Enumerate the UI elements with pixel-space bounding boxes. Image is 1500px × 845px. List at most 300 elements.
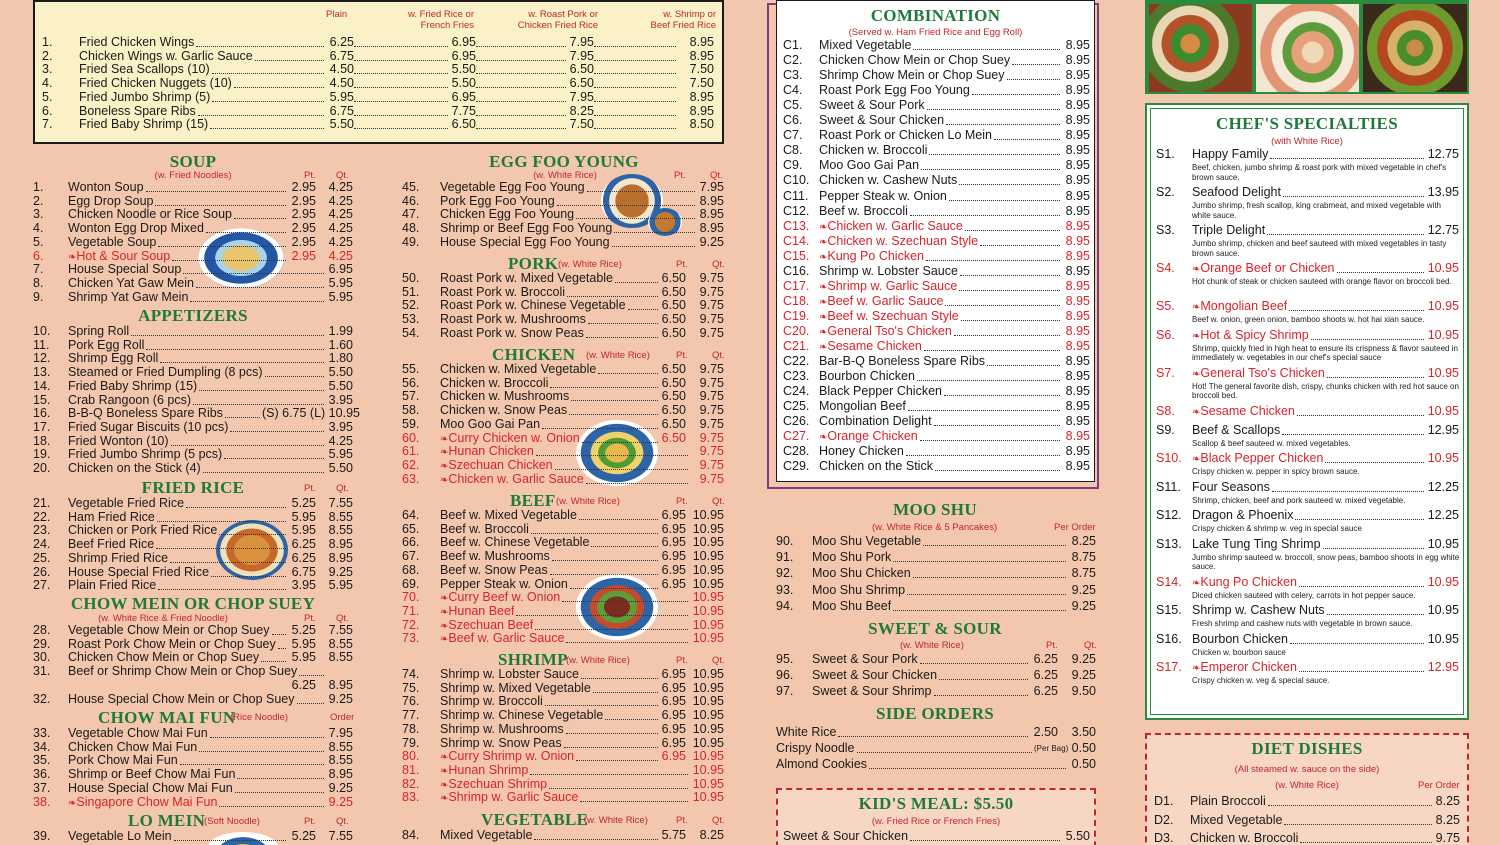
- item-price: 4.50: [329, 62, 354, 77]
- menu-item-row: [783, 830, 1090, 844]
- item-name-text: Honey Chicken: [819, 445, 904, 459]
- item-name-text: Pepper Steak w. Onion: [819, 189, 947, 203]
- item-name: [819, 159, 919, 173]
- menu-item-row: [783, 445, 1090, 459]
- item-price: 8.25: [699, 828, 724, 842]
- item-name: [79, 77, 232, 91]
- item-name-text: Moo Goo Gai Pan: [819, 159, 920, 173]
- item-name-text: Chicken w. Snow Peas: [440, 404, 568, 418]
- dot-leader: [219, 526, 286, 535]
- hot-pepper-icon: ❧: [819, 311, 828, 323]
- menu-item-row: [33, 435, 352, 449]
- item-price: 7.55: [328, 496, 353, 510]
- item-price: 9.75: [699, 457, 724, 472]
- item-name-text: Dragon & Phoenix: [1192, 509, 1294, 522]
- item-number: 90.: [776, 534, 794, 548]
- column-header: Qt.: [336, 613, 349, 624]
- item-price: 8.95: [699, 221, 724, 236]
- item-name-text: Fried Sea Scallops (10): [79, 63, 210, 77]
- dot-leader: [531, 525, 658, 534]
- item-price: 8.95: [1065, 323, 1090, 338]
- item-name: [68, 511, 155, 525]
- item-number: 54.: [402, 325, 420, 340]
- item-price: 5.95: [328, 447, 353, 462]
- item-price: 6.50: [661, 375, 686, 390]
- item-number: S13.: [1156, 536, 1182, 551]
- item-price: 8.55: [328, 650, 353, 665]
- item-price: 10.95: [692, 549, 724, 564]
- section-subtitle: (w. White Rice): [556, 496, 620, 507]
- dot-leader: [580, 793, 688, 802]
- section-subtitle: (w. White Rice): [1275, 780, 1339, 791]
- item-price: 8.95: [689, 48, 714, 63]
- item-name: [440, 682, 591, 696]
- item-price: 9.25: [1071, 598, 1096, 613]
- item-name: [819, 280, 957, 295]
- item-price: 7.95: [569, 89, 594, 104]
- item-name-text: Pork Chow Mai Fun: [68, 754, 178, 768]
- item-price: 8.95: [699, 193, 724, 208]
- item-price: 8.95: [1065, 53, 1090, 68]
- item-name-text: General Tso's Chicken: [1200, 366, 1325, 380]
- item-name: [819, 129, 992, 143]
- item-price: 4.25: [328, 221, 353, 236]
- menu-item-row: [783, 235, 1090, 249]
- item-name-text: Orange Beef or Chicken: [1200, 262, 1335, 275]
- column-header: Qt.: [1084, 640, 1097, 651]
- item-name-text: Plain Broccoli: [1190, 795, 1266, 808]
- item-number: C1.: [783, 38, 803, 52]
- menu-item-row: [1154, 832, 1460, 845]
- dot-leader: [913, 41, 1060, 50]
- item-name: [1192, 424, 1280, 438]
- item-description: Crispy chicken w. pepper in spicy brown sauce.: [1192, 467, 1360, 476]
- item-name-text: Roast Pork w. Mushrooms: [440, 313, 586, 327]
- section-title: SHRIMP: [498, 650, 568, 669]
- item-number: 22.: [33, 509, 51, 524]
- item-price: 12.95: [1427, 660, 1459, 674]
- item-name-text: Mongolian Beef: [1200, 300, 1288, 313]
- item-name: [440, 509, 577, 523]
- item-name-text: Hot & Spicy Shrimp: [1200, 328, 1309, 342]
- item-name: [68, 435, 169, 449]
- hot-pepper-icon: ❧: [819, 432, 828, 444]
- dot-leader: [594, 52, 676, 61]
- item-name: [812, 669, 937, 683]
- item-name-text: House Special Fried Rice: [68, 565, 210, 579]
- hot-pepper-icon: ❧: [440, 606, 449, 618]
- dot-leader: [582, 434, 658, 443]
- item-price: 6.95: [661, 549, 686, 564]
- item-name-text: Chicken w. Szechuan Style: [827, 234, 979, 248]
- item-name-text: Chicken or Pork Fried Rice: [68, 524, 218, 538]
- item-price: 6.50: [661, 416, 686, 431]
- dot-leader: [893, 602, 1066, 611]
- item-number: D2.: [1154, 812, 1174, 827]
- item-name: [68, 325, 129, 339]
- item-number: 74.: [402, 667, 420, 681]
- dot-leader: [594, 120, 676, 129]
- item-name: [1192, 186, 1281, 200]
- dot-leader: [598, 365, 658, 374]
- item-price: 12.75: [1427, 147, 1459, 161]
- item-name-text: Moo Shu Chicken: [812, 567, 911, 581]
- item-number: C6.: [783, 113, 803, 128]
- item-number: S7.: [1156, 365, 1175, 380]
- section-subtitle: (w. White Rice): [533, 170, 597, 181]
- item-description: Shrimp, quickly fried in high heat to ensure its crispness & flavor sauteed in immediately w. vegetables in our chef's special sauce: [1192, 343, 1458, 362]
- item-price: 7.95: [569, 48, 594, 63]
- column-header: Order: [330, 712, 355, 723]
- dish-photo: [1256, 4, 1359, 92]
- menu-item-row: [402, 222, 724, 236]
- item-name-text: Shrimp or Beef Egg Foo Young: [440, 222, 613, 236]
- column-header: Qt.: [710, 170, 723, 181]
- item-price: 10.95: [692, 521, 724, 536]
- menu-item-row: [402, 208, 724, 222]
- section-title: PORK: [508, 254, 559, 273]
- item-number: 3.: [42, 62, 53, 77]
- section-title: CHOW MEIN OR CHOP SUEY: [70, 594, 316, 613]
- item-description: Jumbo shrimp, chicken and beef sauteed with mixed vegetables in tasty brown sauce.: [1192, 239, 1447, 258]
- item-number: 13.: [33, 365, 51, 380]
- dot-leader: [155, 197, 286, 206]
- item-name: [819, 99, 925, 113]
- dot-leader: [949, 192, 1060, 201]
- item-price: 9.25: [328, 780, 353, 795]
- item-price: 5.95: [328, 578, 353, 593]
- item-number: 3.: [33, 207, 44, 222]
- item-price: 6.25: [1033, 684, 1058, 699]
- item-name-text: Chicken w. Mushrooms: [440, 390, 570, 404]
- item-name-text: Beef w. Broccoli: [819, 204, 908, 218]
- item-name: [819, 265, 958, 279]
- menu-item-row: [1156, 186, 1460, 200]
- item-name-text: Vegetable Soup: [68, 235, 157, 249]
- item-name-text: Hot & Sour Soup: [76, 249, 171, 263]
- menu-item-row: [33, 325, 352, 339]
- item-price: 1.99: [328, 324, 353, 338]
- item-name: [68, 263, 181, 277]
- item-number: 94.: [776, 598, 794, 613]
- item-price: 10.95: [692, 776, 724, 791]
- item-price: 10.95: [1427, 603, 1459, 617]
- item-number: 73.: [402, 631, 420, 646]
- hot-pepper-icon: ❧: [819, 326, 828, 338]
- item-name: [440, 829, 532, 843]
- item-price: 9.25: [1071, 582, 1096, 597]
- menu-item-row: [1156, 481, 1460, 495]
- item-name: [1192, 405, 1295, 420]
- item-number: S3.: [1156, 223, 1175, 237]
- item-number: 7.: [42, 117, 53, 132]
- item-number: 36.: [33, 767, 51, 782]
- menu-item-row: [402, 236, 724, 250]
- item-number: 30.: [33, 650, 51, 665]
- item-number: S10.: [1156, 451, 1182, 465]
- menu-item-row: [776, 758, 1096, 772]
- item-number: 19.: [33, 447, 51, 462]
- section-subtitle: (w. White Rice): [584, 815, 648, 826]
- item-name-text: Chicken on the Stick (4): [68, 462, 201, 475]
- item-name-text: Beef w. Szechuan Style: [827, 309, 959, 323]
- item-name: [68, 768, 235, 782]
- menu-item-row: [1156, 405, 1460, 419]
- dot-leader: [299, 667, 324, 676]
- item-name: [68, 222, 204, 236]
- item-name: [819, 385, 942, 399]
- section-subtitle: (All steamed w. sauce on the side): [1234, 764, 1380, 775]
- item-number: 25.: [33, 550, 51, 565]
- item-number: 57.: [402, 389, 420, 404]
- item-price: 3.95: [328, 392, 353, 407]
- item-description: Diced chicken sauteed with celery, carrots in hot pepper sauce.: [1192, 590, 1416, 600]
- dot-leader: [476, 93, 566, 102]
- menu-item-row: [1156, 576, 1460, 590]
- item-number: 5.: [42, 89, 53, 104]
- column-header: Per Order: [1418, 780, 1460, 791]
- item-price: 10.95: [692, 631, 724, 646]
- menu-item-row: [783, 295, 1090, 309]
- item-description: Crispy chicken w. veg & special sauce.: [1192, 676, 1330, 685]
- item-number: C14.: [783, 233, 810, 248]
- hot-pepper-icon: ❧: [440, 474, 449, 486]
- item-name-text: Chicken on the Stick: [819, 460, 933, 474]
- item-price: 8.95: [1065, 158, 1090, 173]
- dot-leader: [954, 327, 1060, 336]
- item-number: C4.: [783, 83, 803, 98]
- item-number: C11.: [783, 188, 809, 203]
- item-number: 4.: [42, 76, 53, 91]
- section-subtitle: (w. Fried Noodles): [154, 170, 232, 181]
- dot-leader: [594, 65, 676, 74]
- item-name: [819, 460, 933, 474]
- column-header: Pt.: [304, 170, 316, 181]
- item-price: 10.95: [692, 576, 724, 591]
- item-name: [68, 236, 156, 250]
- dot-leader: [297, 695, 324, 704]
- menu-item-row: [33, 727, 352, 741]
- item-price: 6.95: [661, 735, 686, 750]
- item-price: 8.95: [328, 677, 353, 692]
- item-price: (S) 6.75 (L) 10.95: [262, 406, 360, 421]
- item-price: 5.50: [329, 117, 354, 132]
- dot-leader: [1289, 302, 1424, 311]
- dot-leader: [536, 447, 688, 456]
- hot-pepper-icon: ❧: [1192, 406, 1201, 418]
- item-number: 15.: [33, 392, 51, 407]
- item-price: 10.95: [1427, 327, 1459, 342]
- item-name-text: Beef or Shrimp Chow Mein or Chop Suey: [68, 665, 298, 679]
- item-name: [1192, 329, 1309, 344]
- item-name: [68, 421, 228, 435]
- menu-item-row: [783, 190, 1090, 204]
- hot-pepper-icon: ❧: [440, 779, 449, 791]
- dot-leader: [1325, 454, 1424, 463]
- item-price: 4.25: [328, 433, 353, 448]
- item-name-text: Hunan Shrimp: [448, 763, 529, 777]
- item-name-text: Sweet & Sour Chicken: [819, 114, 945, 128]
- section-subtitle: (Soft Noodle): [204, 816, 260, 827]
- item-name: [440, 299, 626, 313]
- item-name-text: Fried Jumbo Shrimp (5): [79, 90, 211, 104]
- item-name-text: Fried Chicken Nuggets (10): [79, 77, 232, 91]
- dot-leader: [171, 437, 324, 446]
- item-description: Chicken w. bourbon sauce: [1192, 647, 1286, 657]
- item-number: C18.: [783, 293, 810, 308]
- dot-leader: [354, 38, 448, 47]
- menu-item-row: [1156, 424, 1460, 438]
- item-description: Hot! The general favorite dish, crispy, chunks chicken with red hot sauce on broccoli bed.: [1192, 381, 1459, 400]
- item-number: 68.: [402, 562, 420, 577]
- dot-leader: [158, 581, 286, 590]
- item-number: 62.: [402, 457, 420, 472]
- item-name-text: Orange Chicken: [827, 430, 918, 444]
- item-name-text: Sesame Chicken: [1200, 404, 1295, 418]
- column-header: Pt.: [676, 350, 688, 361]
- dot-leader: [476, 52, 566, 61]
- item-name-text: Beef w. Broccoli: [440, 522, 529, 536]
- item-name-text: Moo Shu Beef: [812, 599, 892, 613]
- item-number: 95.: [776, 652, 794, 666]
- dot-leader: [594, 93, 676, 102]
- column-header: Per Order: [1054, 522, 1096, 533]
- item-price: 6.95: [661, 721, 686, 736]
- item-name: [440, 737, 562, 751]
- dot-leader: [172, 252, 286, 261]
- item-name-text: White Rice: [776, 726, 837, 739]
- section-title: SWEET & SOUR: [868, 619, 1002, 638]
- item-name: [68, 552, 168, 566]
- dot-leader: [594, 79, 676, 88]
- dot-leader: [594, 107, 676, 116]
- menu-item-row: [783, 355, 1090, 369]
- item-price: 8.95: [1065, 339, 1090, 353]
- column-header: Qt.: [712, 259, 725, 270]
- item-price: 8.95: [1065, 38, 1090, 52]
- item-name-text: Beef & Scallops: [1192, 423, 1281, 437]
- menu-item-row: [783, 54, 1090, 68]
- dot-leader: [131, 327, 324, 336]
- item-number: 37.: [33, 780, 51, 795]
- column-header: Qt.: [336, 483, 349, 494]
- item-name-text: Singapore Chow Mai Fun: [76, 795, 218, 809]
- item-price: 9.50: [1071, 684, 1096, 699]
- item-name: [79, 36, 194, 50]
- item-name-text: Fried Chicken Wings: [79, 36, 195, 49]
- item-price: 10.95: [1427, 451, 1459, 465]
- item-name-text: Wonton Soup: [68, 181, 144, 194]
- dot-leader: [1290, 635, 1424, 644]
- dot-leader: [156, 540, 286, 549]
- item-price: 6.95: [661, 508, 686, 522]
- menu-item-row: [33, 665, 352, 679]
- item-number: C9.: [783, 158, 803, 173]
- item-price: 8.50: [689, 117, 714, 132]
- item-name: [68, 339, 144, 353]
- item-price: 5.50: [328, 461, 353, 475]
- item-name: [68, 796, 217, 811]
- item-number: 10.: [33, 324, 51, 338]
- menu-item-row: [402, 591, 724, 605]
- item-name: [1192, 633, 1288, 647]
- item-price: 5.95: [291, 509, 316, 524]
- item-name: [68, 665, 297, 679]
- item-name-text: Bourbon Chicken: [819, 370, 915, 384]
- section-title: BEEF: [510, 491, 556, 510]
- dot-leader: [354, 107, 448, 116]
- item-name: [68, 651, 259, 665]
- item-number: C20.: [783, 323, 810, 338]
- section-title: VEGETABLE: [481, 810, 589, 829]
- item-number: 33.: [33, 726, 51, 740]
- item-name-text: Roast Pork Chow Mein or Chop Suey: [68, 637, 276, 651]
- menu-item-row: [1156, 633, 1460, 647]
- item-price: 2.95: [291, 193, 316, 208]
- item-price: 8.95: [1065, 218, 1090, 233]
- menu-item-row: [33, 421, 352, 435]
- item-price: 8.95: [1065, 354, 1090, 369]
- item-number: 45.: [402, 180, 420, 194]
- dot-leader: [1299, 578, 1424, 587]
- dot-leader: [196, 38, 324, 47]
- item-name: [68, 782, 233, 796]
- item-price: 8.95: [689, 103, 714, 118]
- menu-item-row: [402, 473, 724, 487]
- dot-leader: [160, 354, 324, 363]
- menu-item-row: [33, 462, 352, 476]
- dot-leader: [945, 297, 1060, 306]
- menu-item-row: [33, 263, 352, 277]
- item-name-text: Wonton Egg Drop Mixed: [68, 222, 204, 236]
- item-number: 72.: [402, 617, 420, 632]
- item-price: 5.50: [1065, 829, 1090, 843]
- item-number: 76.: [402, 694, 420, 709]
- item-number: C25.: [783, 399, 810, 414]
- item-name: [68, 291, 188, 305]
- menu-item-row: [776, 567, 1096, 581]
- item-number: C26.: [783, 414, 810, 429]
- menu-item-row: [33, 741, 352, 755]
- item-price: 3.50: [1071, 725, 1096, 739]
- menu-item-row: [776, 535, 1096, 549]
- dot-leader: [566, 725, 658, 734]
- item-name: [440, 632, 564, 647]
- item-price: 8.95: [1065, 173, 1090, 188]
- menu-item-row: [783, 129, 1090, 143]
- item-name-text: Fried Wonton (10): [68, 434, 169, 448]
- item-name: [79, 50, 253, 64]
- item-price: 6.95: [451, 89, 476, 104]
- hot-pepper-icon: ❧: [1192, 330, 1201, 342]
- dot-leader: [170, 554, 286, 563]
- dot-leader: [593, 684, 658, 693]
- section-title: SIDE ORDERS: [875, 704, 995, 723]
- item-name-text: House Special Chow Mein or Chop Suey: [68, 692, 295, 706]
- dot-leader: [961, 312, 1060, 321]
- dot-leader: [586, 475, 688, 484]
- menu-item-row: [776, 600, 1096, 614]
- item-price: 9.25: [328, 794, 353, 809]
- item-name: [440, 523, 529, 537]
- photo-strip: [1145, 0, 1469, 94]
- item-name-text: Shrimp w. Mixed Vegetable: [440, 681, 591, 695]
- item-name-text: Shrimp Chow Mein or Chop Suey: [819, 69, 1005, 83]
- item-price: 5.50: [451, 76, 476, 91]
- dot-leader: [476, 65, 566, 74]
- item-name-text: Beef w. Garlic Sauce: [827, 294, 944, 308]
- dot-leader: [1270, 150, 1424, 159]
